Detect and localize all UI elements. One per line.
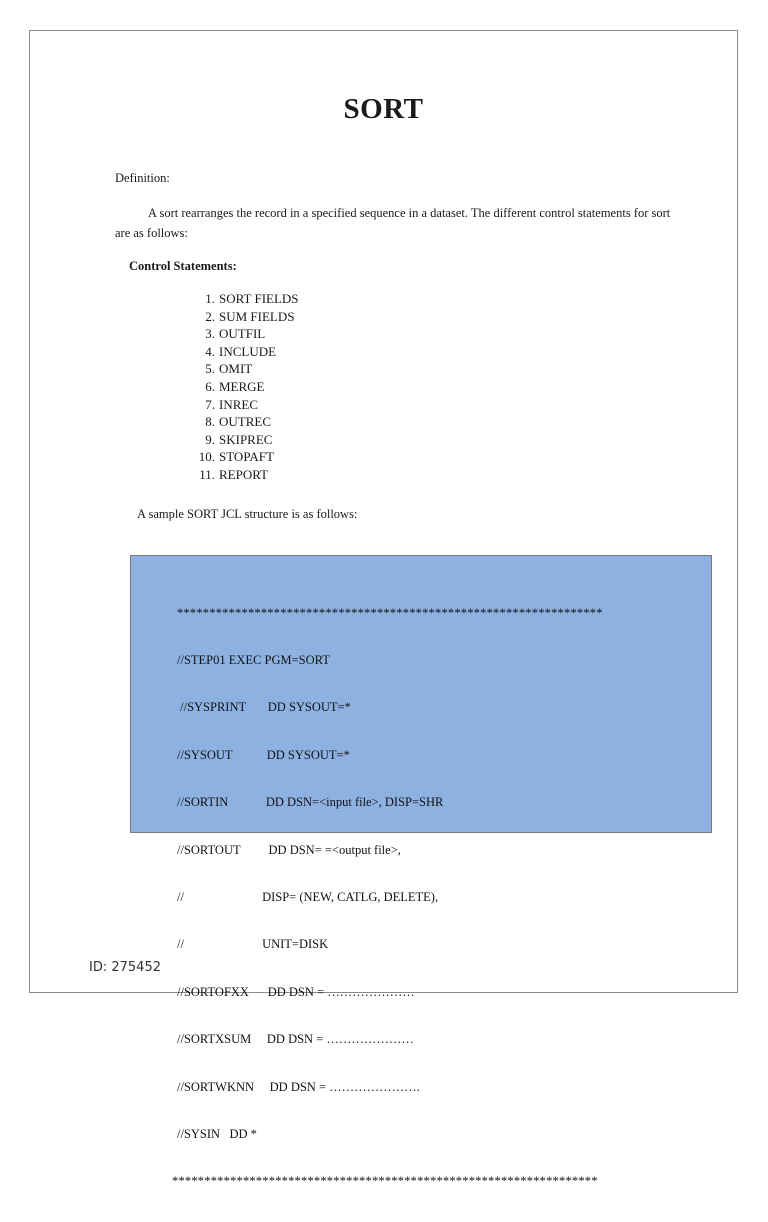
jcl-line: //STEP01 EXEC PGM=SORT: [177, 652, 330, 667]
jcl-line: ******************************************************************: [172, 1174, 598, 1189]
definition-label: Definition:: [115, 171, 170, 185]
list-item-label: INREC: [219, 396, 258, 412]
list-item-label: SKIPREC: [219, 431, 273, 447]
list-item-number: 3.: [205, 326, 215, 342]
list-item-label: INCLUDE: [219, 343, 277, 359]
jcl-line: // UNIT=DISK: [177, 937, 329, 952]
list-item-number: 11.: [199, 466, 215, 482]
list-item: [193, 325, 299, 343]
jcl-line: //SORTOUT DD DSN= =<output file>,: [177, 842, 401, 857]
control-statements-heading: Control Statements:: [129, 259, 237, 273]
list-item-label: STOPAFT: [219, 449, 274, 465]
list-item-label: REPORT: [219, 466, 269, 482]
list-item: [193, 396, 299, 414]
list-item: [193, 308, 299, 326]
list-item-number: 4.: [205, 343, 215, 359]
list-item-number: 7.: [205, 396, 215, 412]
list-item-number: 8.: [205, 414, 215, 430]
list-item-label: SORT FIELDS: [219, 291, 299, 306]
list-item-label: MERGE: [219, 378, 265, 394]
jcl-line: ******************************************************************: [177, 605, 603, 620]
jcl-line: //SORTXSUM DD DSN = …………………: [177, 1032, 414, 1047]
list-item-label: OUTREC: [219, 414, 271, 430]
list-item-label: SUM FIELDS: [219, 308, 295, 324]
list-item-number: 10.: [198, 449, 215, 465]
jcl-line: //SORTWKNN DD DSN = ………………….: [177, 1079, 420, 1094]
list-item-number: 9.: [205, 431, 215, 447]
list-item-number: 5.: [205, 361, 215, 377]
list-item: [193, 431, 299, 449]
list-item: [193, 466, 299, 484]
list-item: [193, 360, 299, 378]
list-item-label: OMIT: [219, 361, 253, 377]
jcl-code-box: [130, 555, 712, 1189]
list-item-number: 1.: [205, 291, 215, 306]
jcl-code-block: [172, 574, 603, 1222]
page-title: SORT: [343, 93, 424, 125]
jcl-line: //SYSPRINT DD SYSOUT=*: [177, 700, 351, 715]
definition-paragraph: A sort rearranges the record in a specified sequence in a dataset. The different control statements for sort are as follows:: [115, 206, 671, 240]
jcl-line: //SORTIN DD DSN=<input file>, DISP=SHR: [177, 795, 444, 810]
list-item-label: OUTFIL: [219, 326, 266, 342]
list-item: [193, 290, 299, 308]
list-item: [193, 378, 299, 396]
jcl-line: //SORTOFXX DD DSN = …………………: [177, 984, 415, 999]
list-item: [193, 343, 299, 361]
list-item: [193, 413, 299, 431]
list-item-number: 6.: [205, 378, 215, 394]
document-page: [29, 30, 738, 1189]
list-item-number: 2.: [205, 308, 215, 324]
jcl-line: //SYSOUT DD SYSOUT=*: [177, 747, 350, 762]
document-id: ID: 275452: [89, 960, 161, 975]
control-statements-list: [193, 290, 299, 484]
list-item: [193, 448, 299, 466]
jcl-line: //SYSIN DD *: [177, 1126, 257, 1141]
sample-intro: A sample SORT JCL structure is as follows:: [137, 507, 358, 521]
jcl-line: // DISP= (NEW, CATLG, DELETE),: [177, 889, 439, 904]
